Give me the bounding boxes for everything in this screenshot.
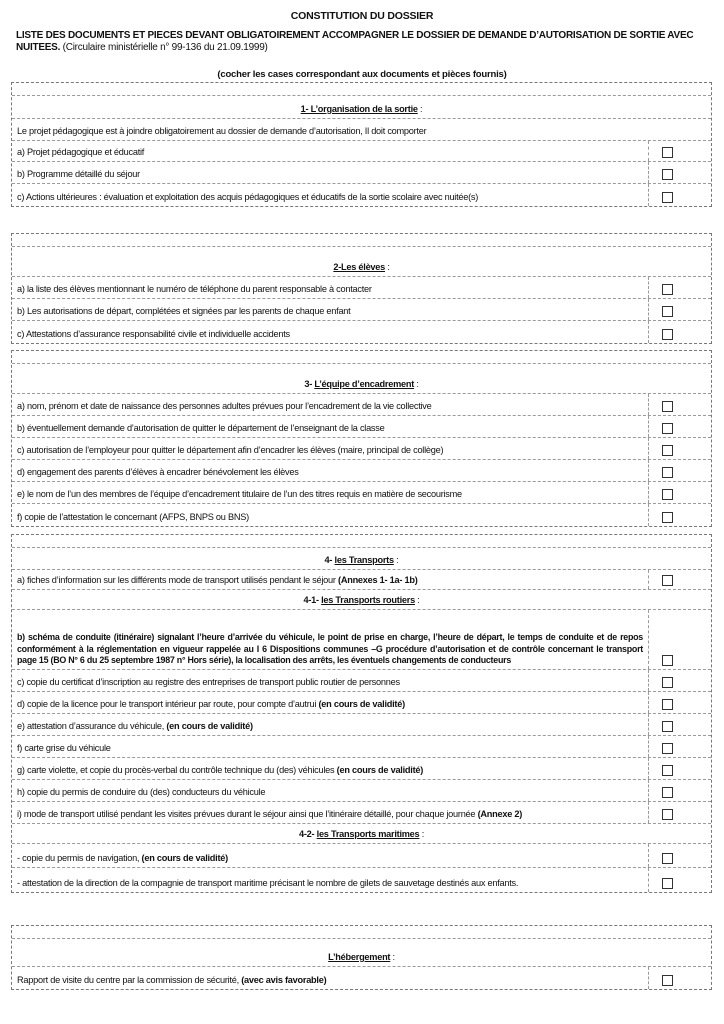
section-heading: 2-Les élèves : (12, 247, 711, 277)
checkbox[interactable] (662, 489, 673, 500)
checklist-row: d) copie de la licence pour le transport intérieur par route, pour compte d’autrui (en cours de validité) (12, 692, 711, 714)
subsection-heading-routiers: 4-1- les Transports routiers : (12, 590, 711, 610)
checklist-row: - copie du permis de navigation, (en cours de validité) (12, 844, 711, 868)
checklist-row: b) schéma de conduite (itinéraire) signalant l’heure d’arrivée du véhicule, le point de prise en charge, l’heure de départ, le temps de conduite et de repos conformément à la réglementation en vigueur rappelée au I 6 Dispositions communes –G procédure d’autorisation et de contrôle concernant le transport page 15 (BO N° 6 du 25 septembre 1987 n° Hors série), la localisation des arrêts, les éventuels changements de conducteurs (12, 610, 711, 670)
checkbox[interactable] (662, 329, 673, 340)
checklist-row: g) carte violette, et copie du procès-verbal du contrôle technique du (des) véhicules (en cours de validité) (12, 758, 711, 780)
subsection-heading-maritimes: 4-2- les Transports maritimes : (12, 824, 711, 844)
checklist-row: e) le nom de l’un des membres de l’équipe d’encadrement titulaire de l’un des titres requis en matière de secourisme (12, 482, 711, 504)
checkbox[interactable] (662, 147, 673, 158)
checklist-row: e) attestation d’assurance du véhicule, (en cours de validité) (12, 714, 711, 736)
checklist-row: f) copie de l’attestation le concernant (AFPS, BNPS ou BNS) (12, 504, 711, 526)
checkbox[interactable] (662, 306, 673, 317)
section-heading: 3- L’équipe d’encadrement : (12, 364, 711, 394)
section-eleves (11, 233, 712, 344)
subtitle-circular: (Circulaire ministérielle n° 99-136 du 21.09.1999) (62, 42, 268, 53)
document-title: CONSTITUTION DU DOSSIER (290, 10, 434, 22)
checkbox[interactable] (662, 467, 673, 478)
checklist-row: a) nom, prénom et date de naissance des personnes adultes prévues pour l’encadrement de la vie collective (12, 394, 711, 416)
checkbox[interactable] (662, 743, 673, 754)
checklist-row: a) fiches d’information sur les différents mode de transport utilisés pendant le séjour (Annexes 1- 1a- 1b) (12, 570, 711, 590)
checklist-row: c) copie du certificat d’inscription au registre des entreprises de transport public routier de personnes (12, 670, 711, 692)
checkbox[interactable] (662, 169, 673, 180)
instruction-text: (cocher les cases correspondant aux documents et pièces fournis) (217, 69, 507, 80)
checklist-row: f) carte grise du véhicule (12, 736, 711, 758)
checklist-row: c) Actions ultérieures : évaluation et exploitation des acquis pédagogiques et éducatifs de la sortie scolaire avec nuitée(s) (12, 184, 711, 206)
checkbox[interactable] (662, 787, 673, 798)
checkbox[interactable] (662, 512, 673, 523)
section-heading: 1- L’organisation de la sortie : (12, 96, 711, 119)
checkbox[interactable] (662, 809, 673, 820)
checkbox[interactable] (662, 284, 673, 295)
document-subtitle (16, 30, 706, 54)
checkbox[interactable] (662, 699, 673, 710)
checklist-row: c) autorisation de l’employeur pour quitter le département afin d’encadrer les élèves (maire, principal de collège) (12, 438, 711, 460)
checkbox[interactable] (662, 401, 673, 412)
checklist-row: b) Les autorisations de départ, complétées et signées par les parents de chaque enfant (12, 299, 711, 321)
checkbox[interactable] (662, 423, 673, 434)
checkbox[interactable] (662, 655, 673, 666)
checkbox[interactable] (662, 721, 673, 732)
section-intro: Le projet pédagogique est à joindre obligatoirement au dossier de demande d’autorisation, Il doit comporter (12, 119, 711, 141)
checklist-row: - attestation de la direction de la compagnie de transport maritime précisant le nombre de gilets de sauvetage destinés aux enfants. (12, 868, 711, 892)
checkbox[interactable] (662, 677, 673, 688)
checklist-row: a) la liste des élèves mentionnant le numéro de téléphone du parent responsable à contacter (12, 277, 711, 299)
checkbox[interactable] (662, 878, 673, 889)
section-encadrement (11, 350, 712, 527)
section-hebergement (11, 925, 712, 990)
checklist-row: i) mode de transport utilisé pendant les visites prévues durant le séjour ainsi que l’itinéraire détaillé, pour chaque journée (Annexe 2) (12, 802, 711, 824)
checkbox[interactable] (662, 445, 673, 456)
section-organisation (11, 82, 712, 207)
checklist-row: c) Attestations d’assurance responsabilité civile et individuelle accidents (12, 321, 711, 343)
checklist-row: d) engagement des parents d’élèves à encadrer bénévolement les élèves (12, 460, 711, 482)
checklist-row: b) Programme détaillé du séjour (12, 162, 711, 184)
checkbox[interactable] (662, 975, 673, 986)
section-heading: 4- les Transports : (12, 548, 711, 570)
checkbox[interactable] (662, 192, 673, 203)
checklist-row: Rapport de visite du centre par la commission de sécurité, (avec avis favorable) (12, 967, 711, 989)
checklist-row: h) copie du permis de conduire du (des) conducteurs du véhicule (12, 780, 711, 802)
checkbox[interactable] (662, 853, 673, 864)
checkbox[interactable] (662, 765, 673, 776)
checklist-row: a) Projet pédagogique et éducatif (12, 141, 711, 162)
checklist-row: b) éventuellement demande d’autorisation de quitter le département de l’enseignant de la classe (12, 416, 711, 438)
checkbox[interactable] (662, 575, 673, 586)
section-transports (11, 534, 712, 893)
subtitle-bold: LISTE DES DOCUMENTS ET PIECES DEVANT OBLIGATOIREMENT ACCOMPAGNER LE DOSSIER DE DEMANDE D’AUTORISATION DE SORTIE AVEC NUITEES. (16, 30, 694, 53)
section-heading: L’hébergement : (12, 939, 711, 967)
